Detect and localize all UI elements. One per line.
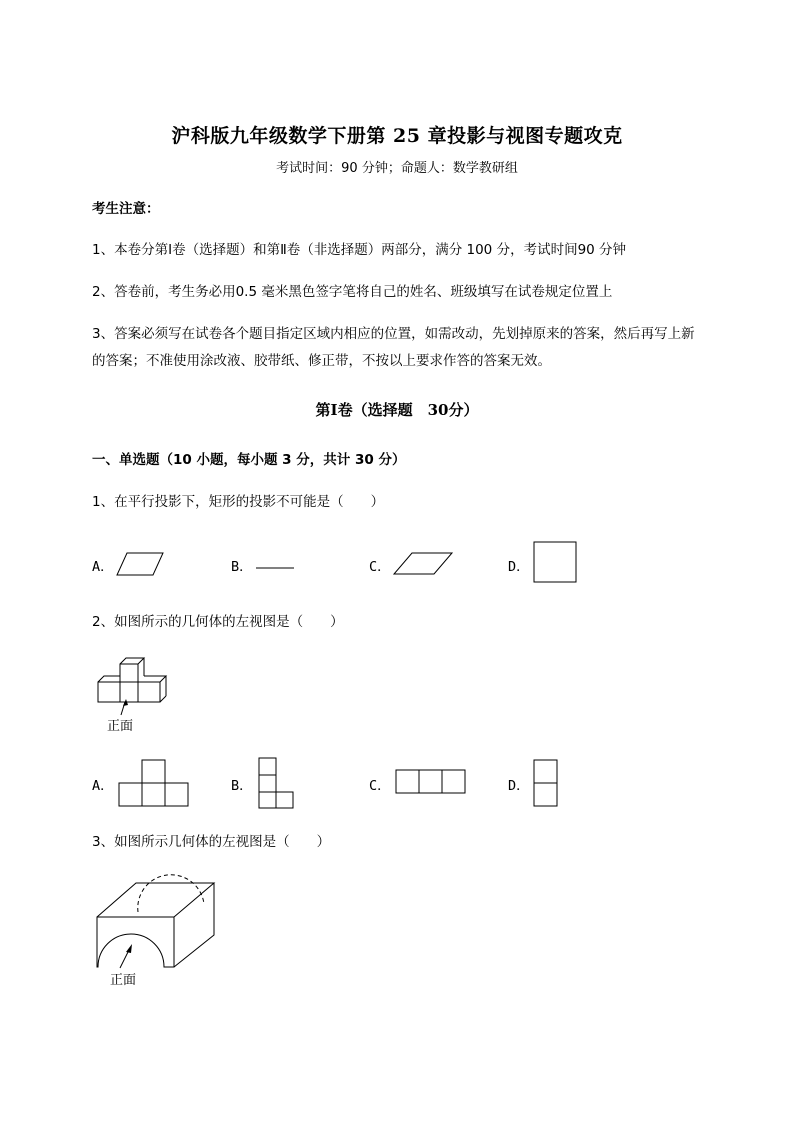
notice-heading: 考生注意： <box>92 201 160 217</box>
question-2-text: 2、如图所示的几何体的左视图是（ ） <box>92 614 344 630</box>
q2-option-b-label[interactable]: B． <box>231 778 253 794</box>
notice-item-2: 2、答卷前，考生务必用0.5 毫米黑色签字笔将自己的姓名、班级填写在试卷规定位置上 <box>92 284 613 300</box>
q2-front-label: 正面 <box>107 719 134 734</box>
q2-option-d-figure[interactable] <box>532 758 560 808</box>
q1-option-d-figure[interactable] <box>532 540 578 584</box>
q2-solid-figure <box>94 655 174 713</box>
q1-option-b-figure[interactable] <box>254 562 296 572</box>
section-title: 第Ⅰ卷（选择题 30分） <box>315 401 479 419</box>
notice-item-3-cont: 的答案；不准使用涂改液、胶带纸、修正带，不按以上要求作答的答案无效。 <box>92 353 551 369</box>
q2-option-a-label[interactable]: A． <box>92 778 114 794</box>
question-3-text: 3、如图所示几何体的左视图是（ ） <box>92 834 331 850</box>
q1-option-d-label[interactable]: D． <box>508 559 530 575</box>
q2-option-b-figure[interactable] <box>257 756 295 810</box>
page-title: 沪科版九年级数学下册第 25 章投影与视图专题攻克 <box>171 125 623 147</box>
q3-front-label: 正面 <box>110 973 137 988</box>
q1-option-a-figure[interactable] <box>115 550 165 578</box>
page-subtitle: 考试时间：90 分钟；命题人：数学教研组 <box>276 161 518 176</box>
q2-option-c-figure[interactable] <box>394 768 468 796</box>
notice-item-3: 3、答案必须写在试卷各个题目指定区域内相应的位置，如需改动，先划掉原来的答案，然后再写上新 <box>92 326 695 342</box>
q1-option-c-label[interactable]: C． <box>369 559 391 575</box>
question-1-text: 1、在平行投影下，矩形的投影不可能是（ ） <box>92 494 385 510</box>
q2-option-d-label[interactable]: D． <box>508 778 530 794</box>
q1-option-b-label[interactable]: B． <box>231 559 253 575</box>
q1-option-a-label[interactable]: A． <box>92 559 114 575</box>
q2-option-c-label[interactable]: C． <box>369 778 391 794</box>
part-heading: 一、单选题（10 小题，每小题 3 分，共计 30 分） <box>92 452 406 468</box>
q1-option-c-figure[interactable] <box>392 550 454 578</box>
q3-solid-figure <box>94 880 222 972</box>
notice-item-1: 1、本卷分第Ⅰ卷（选择题）和第Ⅱ卷（非选择题）两部分，满分 100 分，考试时间90 分钟 <box>92 242 627 258</box>
q2-option-a-figure[interactable] <box>117 758 191 808</box>
